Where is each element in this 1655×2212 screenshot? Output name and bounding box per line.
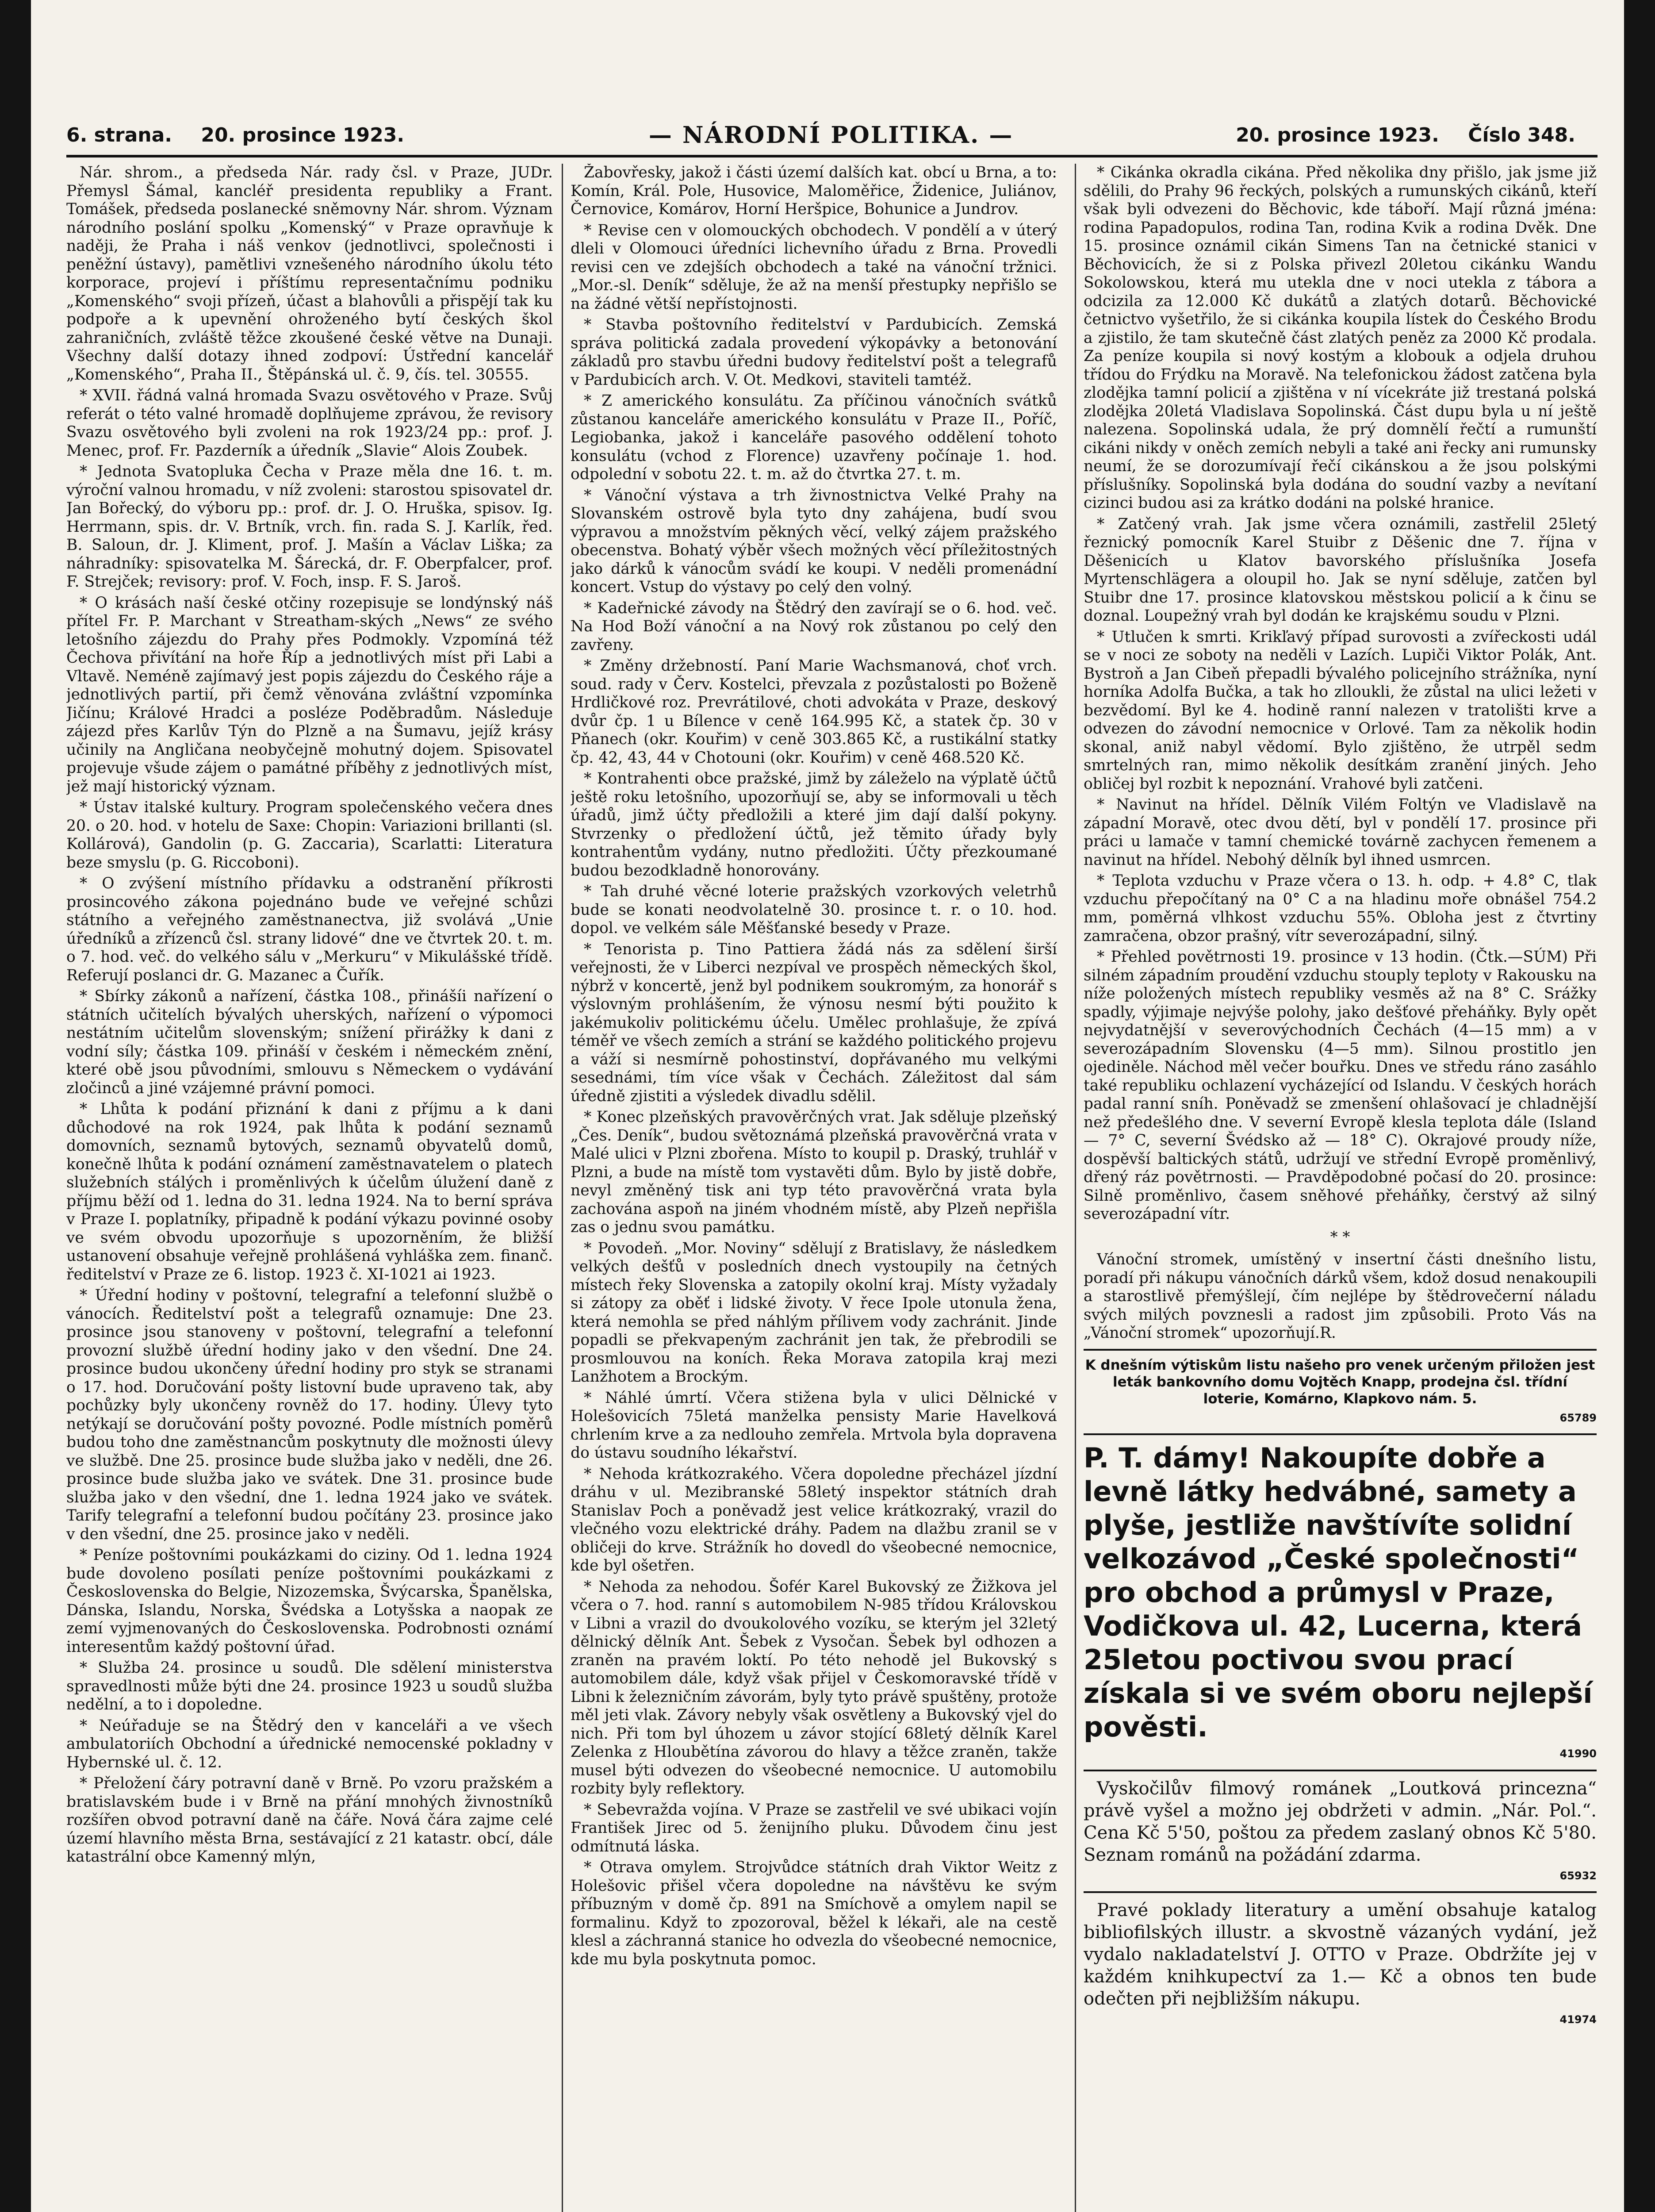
- column-separator: [1075, 164, 1076, 2212]
- article-paragraph: * Sebevražda vojína. V Praze se zastřelil ve své ubikaci vojín František Jirec od 5. ženijního pluku. Důvodem činu jest odmítnutá láska.: [571, 1801, 1057, 1855]
- article-paragraph: * Kontrahenti obce pražské, jimž by záleželo na výplatě účtů ještě roku letošního, upozorňují se, aby se informovali u těch úřadů, jimž účty předložili a které jim dají další pokyny. Stvrzenky o předložení účtů, jež těmito úřady byly kontrahentům vydány, nutno předložiti. Účty přezkoumané budou bezodkladně honorovány.: [571, 770, 1057, 879]
- issue-number: Číslo 348.: [1468, 123, 1575, 146]
- article-paragraph: * O krásách naší české otčiny rozepisuje se londýnský náš přítel Fr. P. Marchant v Streatham-ských „News“ ze svého letošního zájezdu do Prahy přes Podmokly. Vzpomíná též Čechova přivítání na hoře Říp a jednotlivých míst při Labi a Vltavě. Neméně zajímavý jest popis zájezdu do Českého ráje a jednotlivých partií, při čemž věnována zvláštní vzpomínka Jičínu; Králové Hradci a posléze Poděbradům. Následuje zájezd přes Karlův Týn do Plzně a na Šumavu, jejíž krásy učinily na Angličana neobyčejně mohutný dojem. Spisovatel projevuje všude zájem o památné příběhy z jednotlivých míst, jež mají historický význam.: [66, 594, 553, 795]
- section-divider-stars: * *: [1330, 1228, 1350, 1246]
- ad-number: 41974: [1559, 2013, 1597, 2026]
- article-paragraph: * Zatčený vrah. Jak jsme včera oznámili, zastřelil 25letý řeznický pomocník Karel Stuibr z Děšenic dne 7. října v Děšenicích u Klatov bavorského příslušníka Josefa Myrtenschlägera a oloupil ho. Jak se nyní sděluje, zatčen byl Stuibr dne 17. prosince klatovskou městskou policií a k činu se doznal. Loupežný vrah byl dodán ke krajskému soudu v Plzni.: [1084, 515, 1597, 625]
- article-paragraph: * Vánoční výstava a trh živnostnictva Velké Prahy na Slovanském ostrově byla tyto dny zahájena, budí svou výpravou a množstvím pěkných věcí, velký zájem pražského obecenstva. Bohatý výběr všech možných věcí příležitostných jako dárků k vánocům svádí ke koupi. V neděli promenádní koncert. Vstup do výstavy po celý den volný.: [571, 486, 1057, 596]
- article-paragraph: * Otrava omylem. Strojvůdce státních drah Viktor Weitz z Holešovic přišel včera dopoledne na návštěvu ke svým příbuzným v domě čp. 891 na Smíchově a omylem napil se formalinu. Když to zpozoroval, běžel k lékaři, ale na cestě klesl a záchranná stanice ho odvezla do všeobecné nemocnice, kde mu byla poskytnuta pomoc.: [571, 1859, 1057, 1968]
- ad-divider: [1084, 1770, 1597, 1771]
- article-paragraph: * Služba 24. prosince u soudů. Dle sdělení ministerstva spravedlnosti může býti dne 24. prosince 1923 u soudů služba nedělní, a to i dopoledne.: [66, 1659, 553, 1713]
- article-paragraph: * XVII. řádná valná hromada Svazu osvětového v Praze. Svůj referát o této valné hromadě doplňujeme zprávou, že revisory Svazu osvětového byli zvoleni na rok 1923/24 pp.: prof. J. Menec, prof. Fr. Pazderník a úředník „Slavie“ Alois Zoubek.: [66, 387, 553, 460]
- article-paragraph: * Stavba poštovního ředitelství v Pardubicích. Zemská správa politická zadala provedení výkopávky a betonování základů pro stavbu úředni budovy ředitelství pošt a telegrafů v Pardubicích arch. V. Ot. Medkovi, staviteli tamtéž.: [571, 316, 1057, 389]
- scan-edge-left: [0, 0, 31, 2212]
- article-paragraph: * Neúřaduje se na Štědrý den v kanceláři a ve všech ambulatoriích Obchodní a úřednické nemocenské pokladny v Hybernské ul. č. 12.: [66, 1717, 553, 1771]
- newspaper-page: [66, 27, 1598, 2212]
- article-paragraph: * Přehled povětrnosti 19. prosince v 13 hodin. (Čtk.—SÚM) Při silném západním proudění vzduchu stouply teploty v Rakousku na níže položených místech republiky vesměs až na 8° C. Srážky spadly, výjimaje nejvýše polohy, jako dešťové přeháňky. Byly opět nejvydatnější v severovýchodních Čechách (4—15 mm) a v severozápadním Slovensku (4—5 mm). Silnou prostitlo jen ojediněle. Náchod měl večer bouřku. Dnes ve středu ráno zasáhlo také republiku ochlazení vycházející od Islandu. V českých horách padal ranní sníh. Poněvadž se zmenšení ohlašovací je chladnější než předešlého dne. V severní Evropě klesla teplota dále (Island — 7° C, severní Švédsko až — 18° C). Okrajové proudy níže, dospěvší baltických států, udržují ve střední Evropě proměnlivý, dřený ráz povětrnosti. — Pravděpodobné počasí do 20. prosince: Silně proměnlivo, časem sněhové přeháňky, čerstvý až silný severozápadní vítr.: [1084, 948, 1597, 1223]
- article-paragraph: * Jednota Svatopluka Čecha v Praze měla dne 16. t. m. výroční valnou hromadu, v níž zvoleni: starostou spisovatel dr. Jan Bořecký, do výboru pp.: prof. dr. J. O. Hruška, spisov. Ig. Herrmann, spis. dr. V. Brtník, vrch. fin. rada S. J. Karlík, řed. B. Saloun, dr. J. Kliment, prof. J. Mašín a Václav Liška; za náhradníky: spisovatelka M. Šárecká, dr. F. Oberpfalcer, prof. F. Strejček; revisory: prof. V. Foch, insp. F. S. Jaroš.: [66, 463, 553, 591]
- article-paragraph: * Ústav italské kultury. Program společenského večera dnes 20. o 20. hod. v hotelu de Saxe: Chopin: Variazioni brillanti (sl. Kollárová), Gandolin (p. G. Zaccaria), Scarlatti: Literatura beze smyslu (p. G. Riccoboni).: [66, 799, 553, 872]
- article-paragraph: * Lhůta k podání přiznání k dani z příjmu a k dani důchodové na rok 1924, pak lhůta k podání seznamů domovních, seznamů bytových, seznamů obyvatelů domů, konečně lhůta k podání oznámení zaměstnavatelem o platech služebních stálých i proměnlivých k účelům úlužení daně z příjmu běží od 1. ledna do 31. ledna 1924. Na to berní správa v Praze I. poplatníky, připadně k podání výkazu povinné osoby ve svém obvodu upozorňuje s upozorněním, že bližší ustanovení obsahuje veřejně prohlášená vyhláška zem. finanč. ředitelství v Praze ze 6. listop. 1923 č. XI-1021 ai 1923.: [66, 1100, 553, 1283]
- article-paragraph: * Povodeň. „Mor. Noviny“ sdělují z Bratislavy, že následkem velkých dešťů v posledních dnech vystoupily na četných místech řeky Slovenska a zatopily okolní kraj. Místy vyžadaly si zátopy za oběť i lidské životy. V řece Ipole utonula žena, která nemohla se před náhlým přílivem vody zachránit. Jinde popadli se překvapeným zachránit jen tak, že přebrodili se prosmlouvou na koních. Řeka Morava zatopila kraj mezi Lanžhotem a Brockým.: [571, 1239, 1057, 1386]
- ad-number: 65789: [1559, 1411, 1597, 1424]
- ad-divider: [1084, 1433, 1597, 1435]
- article-paragraph: * Teplota vzduchu v Praze včera o 13. h. odp. + 4.8° C, tlak vzduchu přepočítaný na 0° C a na hladinu moře obnášel 754.2 mm, poměrná vlhkost vzduchu 55%. Obloha jest z čtvrtiny zamračena, obzor prašný, vítr severozápadní, silný.: [1084, 872, 1597, 945]
- column-1: [66, 164, 553, 2212]
- article-paragraph: * Změny držebností. Paní Marie Wachsmanová, choť vrch. soud. rady v Červ. Kostelci, převzala z pozůstalosti po Boženě Hrdličkové roz. Prevrátilové, choti advokáta v Praze, deskový dvůr čp. 1 u Bílence v ceně 164.995 Kč, a statek čp. 30 v Pňanech (okr. Kouřim) v ceně 303.865 Kč, a rustikální statky čp. 42, 43, 44 v Chotouni (okr. Kouřim) v ceně 468.520 Kč.: [571, 657, 1057, 767]
- article-paragraph: * Přeložení čáry potravní daně v Brně. Po vzoru pražském a bratislavském bude i v Brně na přání mnohých živnostníků rozšířen obvod potravní daně na čáře. Nová čára zajme celé území hlavního města Brna, sestávající z 21 katastr. obcí, dále katastrální obce Kamenný mlýn,: [66, 1774, 553, 1866]
- column-3: [1084, 164, 1597, 2212]
- article-paragraph: * Kadeřnické závody na Štědrý den zavírají se o 6. hod. več. Na Hod Boží vánoční a na Nový rok zůstanou po celý den zavřeny.: [571, 599, 1057, 654]
- article-paragraph: * Sbírky zákonů a nařízení, částka 108., přinášíi nařízení o státních učitelích bývalých uherských, nařízení o výpomoci nestátním učitelům slovenským; snížení přirážky k dani z vodní síly; částka 109. přináší v českém i německém znění, které obě jsou původními, smlouvu s Německem o vydávání zločinců a jiné vzájemné právní pomoci.: [66, 987, 553, 1097]
- ad-number: 41990: [1559, 1747, 1597, 1760]
- article-paragraph: * O zvýšení místního přídavku a odstranění příkrosti prosincového zákona pojednáno bude ve veřejné schůzi státního a veřejného zaměstnanectva, již svolává „Unie úředníků a zřízenců čsl. strany lidové“ dne ve čtvrtek 20. t. m. o 7. hod. več. do velkého sálu v „Merkuru“ v Mikulášské třídě. Referují poslanci dr. G. Mazanec a Čuřík.: [66, 875, 553, 984]
- header-rule: [66, 155, 1598, 157]
- article-paragraph: * Náhlé úmrtí. Včera stižena byla v ulici Dělnické v Holešovicích 75letá manželka pensisty Marie Havelková chrlením krve a za nedlouho zemřela. Mrtvola byla dopravena do ústavu soudního lékařství.: [571, 1389, 1057, 1462]
- article-paragraph: * Navinut na hřídel. Dělník Vilém Foltýn ve Vladislavě na západní Moravě, otec dvou dětí, byl v pondělí 17. prosince při práci u lamače v tamní chemické továrně zachycen řemenem a navinut na hřídel. Nebohý dělník byl ihned usmrcen.: [1084, 796, 1597, 869]
- article-paragraph: * Utlučen k smrti. Krikľavý případ surovosti a zvířeckosti udál se v noci ze soboty na neděli v Lazích. Lupiči Viktor Polák, Ant. Bystroň a Jan Cibeň přepadli bývalého policejního strážníka, nyní horníka Adolfa Bučka, a tak ho zlloukli, že zůstal na ulici ležeti v bezvědomí. Byl ke 4. hodině ranní nalezen v tratolišti krve a odvezen do závodní nemocnice v Orlové. Tam za několik hodin skonal, aniž nabyl vědomí. Bylo zjištěno, že utrpěl sedm smrtelných ran, mimo několik desítkám zranění jiných. Jeho obličej byl rozbit k nepoznání. Vrahové byli zatčeni.: [1084, 628, 1597, 793]
- header-right: [1236, 124, 1598, 146]
- article-paragraph: * Cikánka okradla cikána. Před několika dny přišlo, jak jsme již sdělili, do Prahy 96 řeckých, polských a rumunských cikánů, kteří však byli odvezeni do Běchovic, kde táboří. Mají různá jména: rodina Papadopulos, rodina Tan, rodina Kvik a rodina Dvěk. Dne 15. prosince oznámil cikán Simens Tan na četnické stanici v Běchovicích, že si z Polska přivezl 20letou cikánku Wandu Sokolowskou, která mu utekla dne v noci utekla z tábora a odcizila za 12.000 Kč dukátů a zlatých dotarů. Běchovické četnictvo vyšetřilo, že si cikánka koupila lístek do Českého Brodu a zjistilo, že tam skutečně část zlatých peněz za 2000 Kč prodala. Za peníze koupila si nový kostým a klobouk a odjela druhou třídou do Frýdku na Moravě. Na telefonickou žádost zatčena byla zlodějka tamní policií a zjištěna v ní vícekráte již trestaná polská zlodějka 20letá Vladislava Sopolinská. Část dupu byla u ní ještě nalezena. Sopolinská udala, že prý domnělí řečtí a rumunští cikáni nikdy v oněch zemích nebyli a také ani řecky ani rumunsky neumí, že se dorozumívají řečí cikánskou a že jsou polskými příslušníky. Sopolinská byla dodána do soudní vazby a nevítaní cizinci budou asi za krátko dodáni na polské hranice.: [1084, 164, 1597, 512]
- article-paragraph: * Úřední hodiny v poštovní, telegrafní a telefonní službě o vánocích. Ředitelství pošt a telegrafů oznamuje: Dne 23. prosince jsou stanoveny v poštovní, telegrafní a telefonní provozní službě úřední hodiny jako v den všední. Dne 24. prosince budou ukončeny úřední hodiny pro styk se stranami o 17. hod. Doručování pošty listovní bude upraveno tak, aby pochůzky byly ukončeny rovněž do 17. hodiny. Úlevy tyto netýkají se doručování pošty povozné. Podle místních poměrů budou toho dne zaměstnancům poskytnuty dle možnosti úlevy ve službě. Dne 25. prosince bude služba jako v neděli, dne 26. prosince bude služba jako ve svátek. Dne 31. prosince bude služba jako v den všední, dne 1. ledna 1924 jako ve svátek. Tarify telegrafní a telefonní budou počítány 23. prosince jako v den všední, dne 25. prosince jako v neděli.: [66, 1286, 553, 1543]
- ad-divider: [1084, 1891, 1597, 1893]
- insert-notice: K dnešním výtiskům listu našeho pro venek určeným přiložen jest leták bankovního domu Vojtěch Knapp, prodejna čsl. třídní loterie, Komárno, Klapkovo nám. 5.: [1085, 1357, 1595, 1407]
- ad-number: 65932: [1559, 1869, 1597, 1882]
- article-paragraph: * Tenorista p. Tino Pattiera žádá nás za sdělení širší veřejnosti, že v Liberci nezpíval ve prospěch německých škol, nýbrž v koncertě, jenž byl podnikem soukromým, za honorář s výslovným prohlášením, že výnosu nesmí býti použito k jakémukoliv politickému účelu. Umělec prohlašuje, že zpívá téměř ve všech zemích a strání se každého politického projevu a váží si nesmírně pohostinství, dopřávaného mu velkými sesednámi, tím více však v Čechách. Záležitost dal sám úředně zjistiti a výsledek divadlu sdělil.: [571, 940, 1057, 1105]
- column-separator: [562, 164, 563, 2212]
- page-number: 6. strana.: [66, 123, 172, 146]
- advertisement-catalog: Pravé poklady literatury a umění obsahuje katalog bibliofilských illustr. a skvostně vázaných vydání, jež vydalo nakladatelství J. OTTO v Praze. Obdržíte jej v každém knihkupectví za 1.— Kč a obnos ten bude odečten při nejbližším nákupu.: [1084, 1900, 1597, 2009]
- page-header: [66, 119, 1598, 150]
- column-2: [571, 164, 1057, 2212]
- article-paragraph: * Nehoda krátkozrakého. Včera dopoledne přecházel jízdní dráhu v ul. Mezibranské 58letý inspektor státních drah Stanislav Poch a poněvadž jest velice krátkozraký, vrazil do vlečného vozu elektrické dráhy. Padem na dlažbu zranil se v obličeji do krve. Strážník ho dovedl do všeobecné nemocnice, kde byl ošetřen.: [571, 1465, 1057, 1575]
- scan-edge-right: [1624, 0, 1655, 2212]
- advertisement-fabrics: P. T. dámy! Nakoupíte dobře a levně látky hedvábné, samety a plyše, jestliže navštívíte solidní velkozávod „České společnosti“ pro obchod a průmysl v Praze, Vodičkova ul. 42, Lucerna, která 25letou poctivou svou prací získala si ve svém oboru nejlepší pověsti.: [1084, 1442, 1593, 1743]
- article-paragraph: * Tah druhé věcné loterie pražských vzorkových veletrhů bude se konati neodvolatelně 30. prosince t. r. o 10. hod. dopol. ve velkém sále Měšťanské besedy v Praze.: [571, 883, 1057, 937]
- advertisement-novel: Vyskočilův filmový románek „Loutková princezna“ právě vyšel a možno jej obdržeti v admin. „Nár. Pol.“. Cena Kč 5'50, poštou za předem zaslaný obnos Kč 5'80. Seznam románů na požádání zdarma.: [1084, 1778, 1597, 1865]
- header-date-left: 20. prosince 1923.: [201, 123, 405, 146]
- article-paragraph: Nár. shrom., a předseda Nár. rady čsl. v Praze, JUDr. Přemysl Šámal, kancléř presidenta republiky a Frant. Tomášek, předseda poslanecké sněmovny Nár. shrom. Význam národního poslání spolku „Komenský“ v Praze opravňuje k naději, že Praha i náš venkov (jednotlivci, společnosti i peněžní ústavy), pamětlivi vznešeného národního úkolu této korporace, projeví i příštímu representačnímu podniku „Komenského“ svoji přízeň, účast a blahovůli a přispějí tak ku podpoře a k upevnění ohroženého bytí českých škol zahraničních, zvláště těžce zkoušené české větve na Dunaji. Všechny další dotazy ihned zodpoví: Ústřední kancelář „Komenského“, Praha II., Štěpánská ul. č. 9, čís. tel. 30555.: [66, 164, 553, 384]
- article-paragraph: Vánoční stromek, umístěný v insertní části dnešního listu, poradí při nákupu vánočních dárků všem, kdož dosud nenakoupili a starostlivě přemýšlejí, čím nejlépe by štědrovečerní náladu svých milých povznesli a radost jim způsobili. Proto Vás na „Vánoční stromek“ upozorňují.R.: [1084, 1251, 1597, 1342]
- header-left: [66, 124, 426, 146]
- article-paragraph: * Nehoda za nehodou. Šofér Karel Bukovský ze Žižkova jel včera o 7. hod. ranní s automobilem N-985 třídou Královskou v Libni a vrazil do dvoukolového vozíku, se kterým jel 32letý dělnický dělník Ant. Šebek z Vysočan. Šebek byl odhozen a zraněn na pravém loktí. Po této nehodě jel Bukovský s automobilem dále, když však přijel v Českomoravské třídě v Libni k železničním závorám, byly tyto právě spuštěny, protože měl jeti vlak. Závory nebyly však osvětleny a Bukovský vjel do nich. Při tom byl úhozem u závor stojící 68letý dělník Karel Zelenka z Hloubětína závorou do hlavy a těžce zraněn, takže musel býti odvezen do všeobecné nemocnice. U automobilu rozbity byly reflektory.: [571, 1578, 1057, 1797]
- header-date-right: 20. prosince 1923.: [1236, 123, 1439, 146]
- article-paragraph: * Z amerického konsulátu. Za příčinou vánočních svátků zůstanou kanceláře amerického konsulátu v Praze II., Poříč, Legiobanka, jakož i kanceláře pasového oddělení tohoto konsulátu (vchod z Florence) uzavřeny počínaje 1. hod. odpolední v sobotu 22. t. m. až do čtvrtka 27. t. m.: [571, 392, 1057, 483]
- ad-divider: [1084, 1349, 1597, 1351]
- article-paragraph: * Peníze poštovními poukázkami do ciziny. Od 1. ledna 1924 bude dovoleno posílati peníze poštovními poukázkami z Československa do Belgie, Nizozemska, Švýcarska, Španělska, Dánska, Islandu, Norska, Švédska a Lotyšska a naopak ze zemí vyjmenovaných do Československa. Podrobnosti oznámí interesentům každý poštovní úřad.: [66, 1546, 553, 1656]
- article-paragraph: * Revise cen v olomouckých obchodech. V pondělí a v úterý dleli v Olomouci úředníci lichevního úřadu z Brna. Provedli revisi cen ve zdejších obchodech a také na vánoční tržnici. „Mor.-sl. Deník“ sděluje, že až na menší přestupky nepřišlo se na žádné větší nepřístojnosti.: [571, 221, 1057, 313]
- article-paragraph: Žabovřesky, jakož i části území dalších kat. obcí u Brna, a to: Komín, Král. Pole, Husovice, Maloměřice, Židenice, Juliánov, Černovice, Komárov, Horní Heršpice, Bohunice a Jundrov.: [571, 164, 1057, 218]
- newspaper-title: — NÁRODNÍ POLITIKA. —: [648, 121, 1014, 149]
- article-paragraph: * Konec plzeňských pravověrčných vrat. Jak sděluje plzeňský „Čes. Deník“, budou světoznámá plzeňská pravověrčná vrata v Malé ulici v Plzni zbořena. Místo to koupil p. Draský, truhlář v Plzni, a bude na místě tom vystavěti dům. Bylo by jistě dobře, nevyl změněný tisk ani typ této pravověrčná vrata byla zachována aspoň na jiném vhodném místě, aby Plzeň nepřišla zas o jednu svou památku.: [571, 1108, 1057, 1236]
